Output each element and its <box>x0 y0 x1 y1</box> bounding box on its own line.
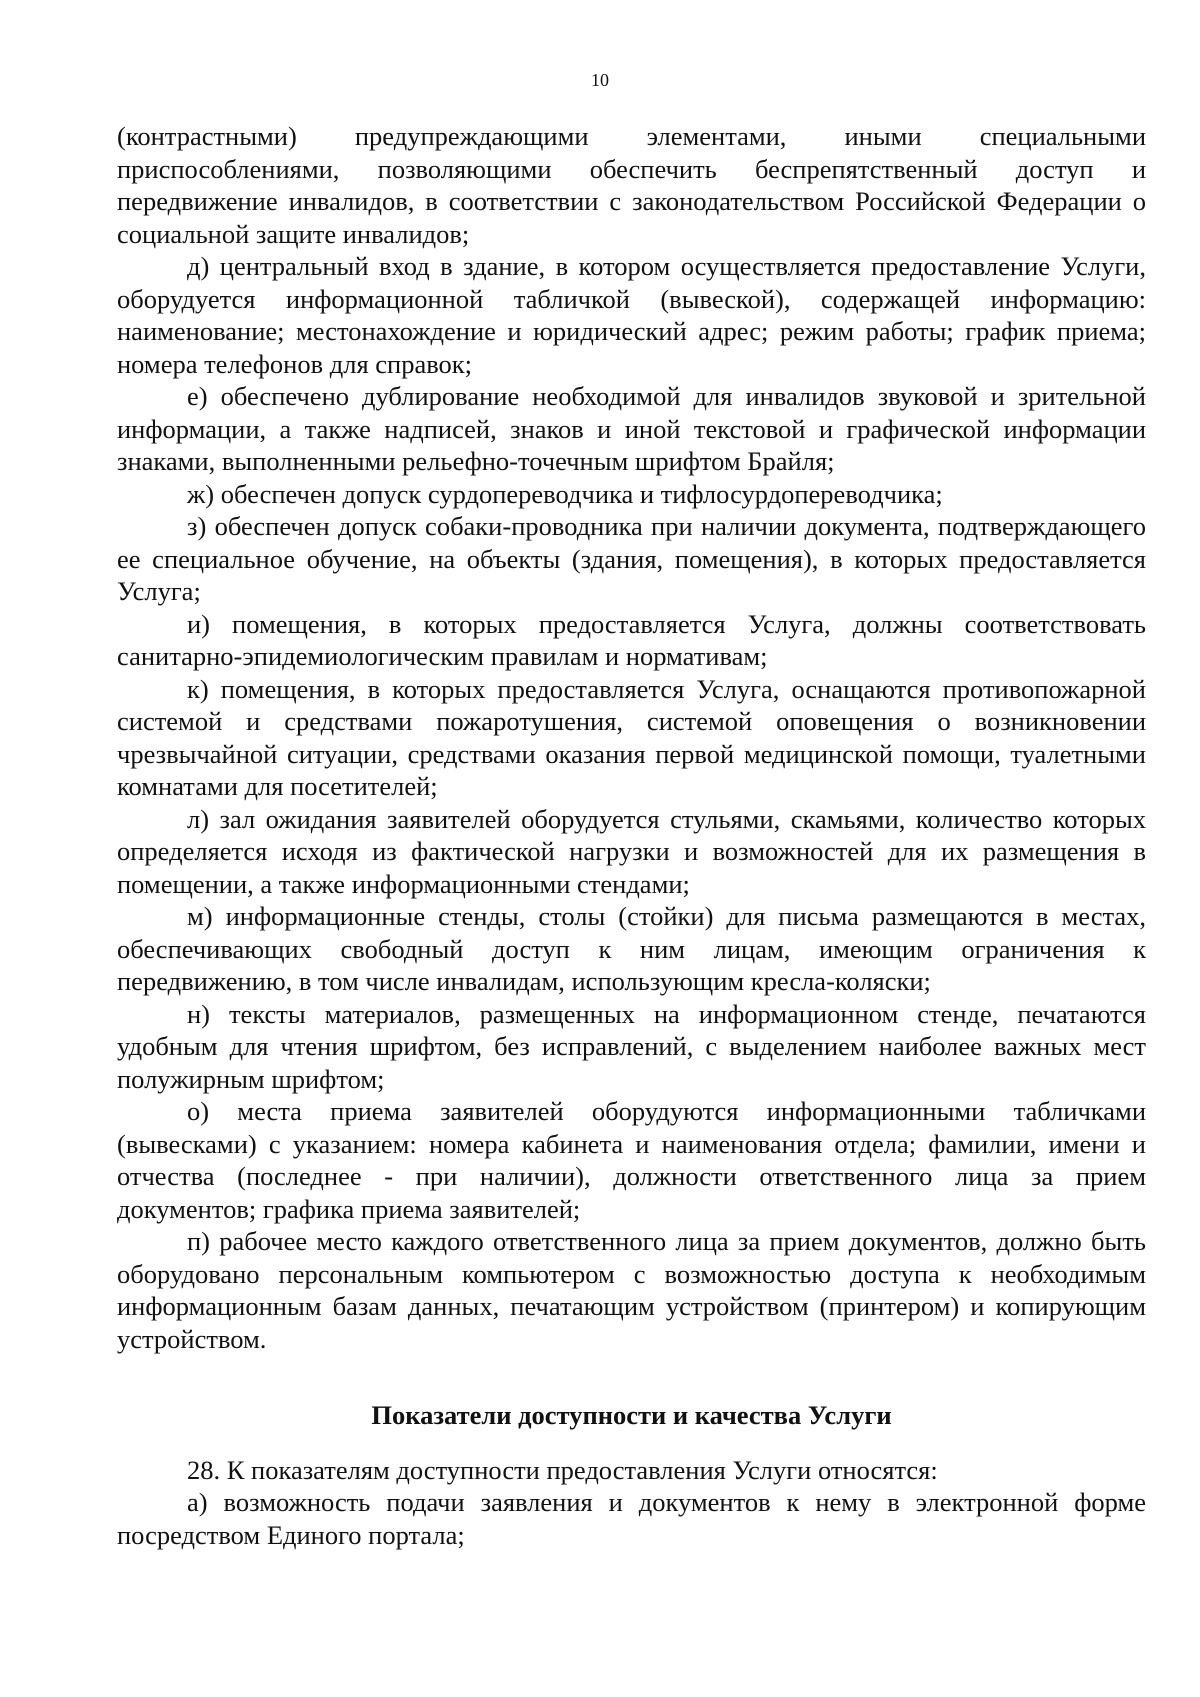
paragraph-item-o: о) места приема заявителей оборудуются информационными табличками (вывесками) с указанием: номера кабинета и наименования отдела; фамилии, имени и отчества (последнее - при наличии), должности ответственного лица за прием документов; графика приема заявителей; <box>117 1096 1146 1224</box>
paragraph-item-e: е) обеспечено дублирование необходимой для инвалидов звуковой и зрительной информации, а также надписей, знаков и иной текстовой и графической информации знаками, выполненными рельефно-точечным шрифтом Брайля; <box>117 381 1146 476</box>
paragraph-item-a: а) возможность подачи заявления и документов к нему в электронной форме посредством Единого портала; <box>117 1487 1146 1550</box>
paragraph-item-m: м) информационные стенды, столы (стойки) для письма размещаются в местах, обеспечивающих свободный доступ к ним лицам, имеющим ограничения к передвижению, в том числе инвалидам, использующим кресла-коляски; <box>117 901 1146 996</box>
section-heading: Показатели доступности и качества Услуги <box>371 1400 892 1430</box>
paragraph-item-zh: ж) обеспечен допуск сурдопереводчика и тифлосурдопереводчика; <box>187 478 943 509</box>
page-number: 10 <box>591 70 609 90</box>
paragraph-item-p: п) рабочее место каждого ответственного лица за прием документов, должно быть оборудовано персональным компьютером с возможностью доступа к необходимым информационным базам данных, печатающим устройством (принтером) и копирующим устройством. <box>117 1226 1146 1354</box>
paragraph-28: 28. К показателям доступности предоставления Услуги относятся: <box>187 1454 938 1485</box>
document-body <box>117 120 1146 1551</box>
paragraph-item-i: и) помещения, в которых предоставляется Услуга, должны соответствовать санитарно-эпидемиологическим правилам и нормативам; <box>117 608 1146 671</box>
paragraph-item-z: з) обеспечен допуск собаки-проводника при наличии документа, подтверждающего ее специальное обучение, на объекты (здания, помещения), в которых предоставляется Услуга; <box>117 511 1146 606</box>
paragraph-item-k: к) помещения, в которых предоставляется Услуга, оснащаются противопожарной системой и средствами пожаротушения, системой оповещения о возникновении чрезвычайной ситуации, средствами оказания первой медицинской помощи, туалетными комнатами для посетителей; <box>117 673 1146 801</box>
paragraph-item-l: л) зал ожидания заявителей оборудуется стульями, скамьями, количество которых определяется исходя из фактической нагрузки и возможностей для их размещения в помещении, а также информационными стендами; <box>117 803 1146 899</box>
paragraph-continuation: (контрастными) предупреждающими элементами, иными специальными приспособлениями, позволяющими обеспечить беспрепятственный доступ и передвижение инвалидов, в соответствии с законодательством Российской Федерации о социальной защите инвалидов; <box>117 121 1146 249</box>
paragraph-item-d: д) центральный вход в здание, в котором осуществляется предоставление Услуги, оборудуется информационной табличкой (вывеской), содержащей информацию: наименование; местонахождение и юридический адрес; режим работы; график приема; номера телефонов для справок; <box>117 251 1146 379</box>
paragraph-item-n: н) тексты материалов, размещенных на информационном стенде, печатаются удобным для чтения шрифтом, без исправлений, с выделением наиболее важных мест полужирным шрифтом; <box>117 998 1146 1094</box>
